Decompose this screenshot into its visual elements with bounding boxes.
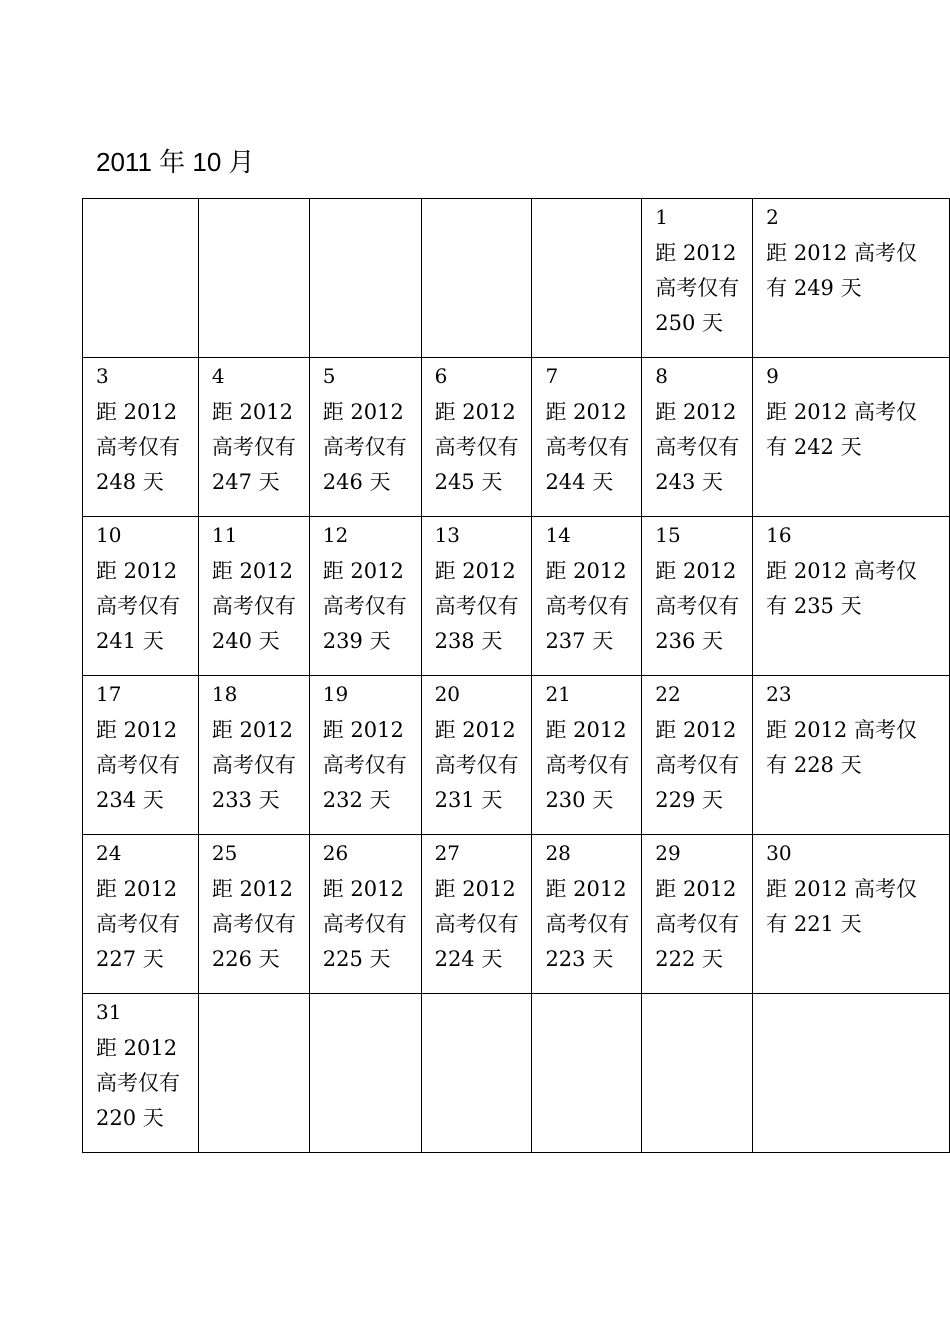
calendar-day-cell — [532, 199, 642, 358]
day-number: 29 — [655, 841, 681, 865]
day-number: 13 — [434, 523, 461, 547]
day-number: 5 — [322, 364, 336, 388]
calendar-week-row — [83, 517, 950, 676]
countdown-note: 距 2012 高考仅有 221 天 — [766, 877, 917, 936]
calendar-day-cell — [83, 358, 199, 517]
day-number: 18 — [211, 682, 238, 706]
calendar-day-cell — [198, 835, 309, 994]
countdown-note: 距 2012 高考仅有 226 天 — [211, 877, 296, 971]
countdown-note: 距 2012 高考仅有 250 天 — [655, 241, 740, 335]
day-number: 1 — [655, 205, 669, 229]
countdown-note: 距 2012 高考仅有 240 天 — [211, 559, 296, 653]
calendar-day-cell — [642, 994, 753, 1153]
calendar-day-cell — [198, 517, 309, 676]
day-number: 21 — [545, 682, 571, 706]
calendar-day-cell — [642, 835, 753, 994]
countdown-note: 距 2012 高考仅有 222 天 — [655, 877, 740, 971]
calendar-day-cell — [83, 517, 199, 676]
countdown-note: 距 2012 高考仅有 230 天 — [545, 718, 630, 812]
countdown-note: 距 2012 高考仅有 241 天 — [96, 559, 180, 653]
day-number: 8 — [655, 364, 669, 388]
calendar-week-row — [83, 835, 950, 994]
day-number: 11 — [211, 523, 238, 547]
day-number: 3 — [96, 364, 109, 388]
countdown-note: 距 2012 高考仅有 237 天 — [545, 559, 630, 653]
calendar-day-cell — [642, 517, 753, 676]
calendar-day-cell — [309, 835, 421, 994]
calendar-day-cell — [83, 994, 199, 1153]
countdown-note: 距 2012 高考仅有 233 天 — [211, 718, 296, 812]
day-number: 7 — [545, 364, 559, 388]
countdown-note: 距 2012 高考仅有 238 天 — [434, 559, 519, 653]
calendar-day-cell — [532, 676, 642, 835]
calendar-day-cell — [309, 358, 421, 517]
calendar-day-cell — [642, 199, 753, 358]
countdown-note: 距 2012 高考仅有 246 天 — [322, 400, 407, 494]
calendar-week-row — [83, 199, 950, 358]
countdown-note: 距 2012 高考仅有 248 天 — [96, 400, 180, 494]
countdown-note: 距 2012 高考仅有 223 天 — [545, 877, 630, 971]
countdown-note: 距 2012 高考仅有 242 天 — [766, 400, 917, 459]
day-number: 16 — [766, 523, 792, 547]
countdown-note: 距 2012 高考仅有 228 天 — [766, 718, 917, 777]
countdown-note: 距 2012 高考仅有 229 天 — [655, 718, 740, 812]
calendar-day-cell — [309, 994, 421, 1153]
calendar-day-cell — [83, 199, 199, 358]
calendar-week-row — [83, 994, 950, 1153]
day-number: 25 — [211, 841, 238, 865]
countdown-note: 距 2012 高考仅有 234 天 — [96, 718, 180, 812]
countdown-note: 距 2012 高考仅有 232 天 — [322, 718, 407, 812]
countdown-note: 距 2012 高考仅有 244 天 — [545, 400, 630, 494]
calendar-day-cell — [309, 199, 421, 358]
calendar-day-cell — [753, 358, 950, 517]
calendar-day-cell — [421, 994, 532, 1153]
calendar-day-cell — [309, 676, 421, 835]
countdown-note: 距 2012 高考仅有 224 天 — [434, 877, 519, 971]
calendar-day-cell — [753, 835, 950, 994]
calendar-day-cell — [83, 835, 199, 994]
calendar-day-cell — [532, 517, 642, 676]
countdown-note: 距 2012 高考仅有 239 天 — [322, 559, 407, 653]
day-number: 2 — [766, 205, 779, 229]
calendar-day-cell — [421, 517, 532, 676]
calendar-day-cell — [198, 358, 309, 517]
calendar-day-cell — [421, 676, 532, 835]
day-number: 19 — [322, 682, 349, 706]
calendar-day-cell — [198, 994, 309, 1153]
calendar-day-cell — [753, 676, 950, 835]
day-number: 10 — [96, 523, 122, 547]
day-number: 17 — [96, 682, 122, 706]
calendar-day-cell — [83, 676, 199, 835]
calendar-day-cell — [642, 676, 753, 835]
calendar-grid — [82, 198, 950, 1153]
countdown-note: 距 2012 高考仅有 231 天 — [434, 718, 519, 812]
countdown-note: 距 2012 高考仅有 245 天 — [434, 400, 519, 494]
calendar-week-row — [83, 358, 950, 517]
day-number: 27 — [434, 841, 461, 865]
calendar-day-cell — [421, 199, 532, 358]
day-number: 26 — [322, 841, 349, 865]
day-number: 30 — [766, 841, 792, 865]
day-number: 22 — [655, 682, 681, 706]
day-number: 4 — [211, 364, 225, 388]
day-number: 15 — [655, 523, 681, 547]
day-number: 20 — [434, 682, 461, 706]
day-number: 6 — [434, 364, 448, 388]
calendar-day-cell — [753, 517, 950, 676]
countdown-note: 距 2012 高考仅有 236 天 — [655, 559, 740, 653]
calendar-day-cell — [198, 199, 309, 358]
countdown-note: 距 2012 高考仅有 220 天 — [96, 1036, 180, 1130]
calendar-day-cell — [532, 358, 642, 517]
page-title: 2011 年 10 月 — [96, 147, 255, 177]
countdown-note: 距 2012 高考仅有 235 天 — [766, 559, 917, 618]
countdown-note: 距 2012 高考仅有 227 天 — [96, 877, 180, 971]
calendar-day-cell — [309, 517, 421, 676]
countdown-note: 距 2012 高考仅有 225 天 — [322, 877, 407, 971]
calendar-day-cell — [532, 994, 642, 1153]
day-number: 14 — [545, 523, 571, 547]
countdown-note: 距 2012 高考仅有 247 天 — [211, 400, 296, 494]
calendar-day-cell — [421, 835, 532, 994]
calendar-day-cell — [532, 835, 642, 994]
countdown-note: 距 2012 高考仅有 243 天 — [655, 400, 740, 494]
calendar-day-cell — [198, 676, 309, 835]
calendar-day-cell — [642, 358, 753, 517]
calendar-day-cell — [421, 358, 532, 517]
day-number: 28 — [545, 841, 571, 865]
calendar-week-row — [83, 676, 950, 835]
day-number: 24 — [96, 841, 122, 865]
calendar-day-cell — [753, 994, 950, 1153]
day-number: 23 — [766, 682, 792, 706]
countdown-note: 距 2012 高考仅有 249 天 — [766, 241, 917, 300]
day-number: 31 — [96, 1000, 122, 1024]
calendar-day-cell — [753, 199, 950, 358]
day-number: 12 — [322, 523, 349, 547]
day-number: 9 — [766, 364, 779, 388]
